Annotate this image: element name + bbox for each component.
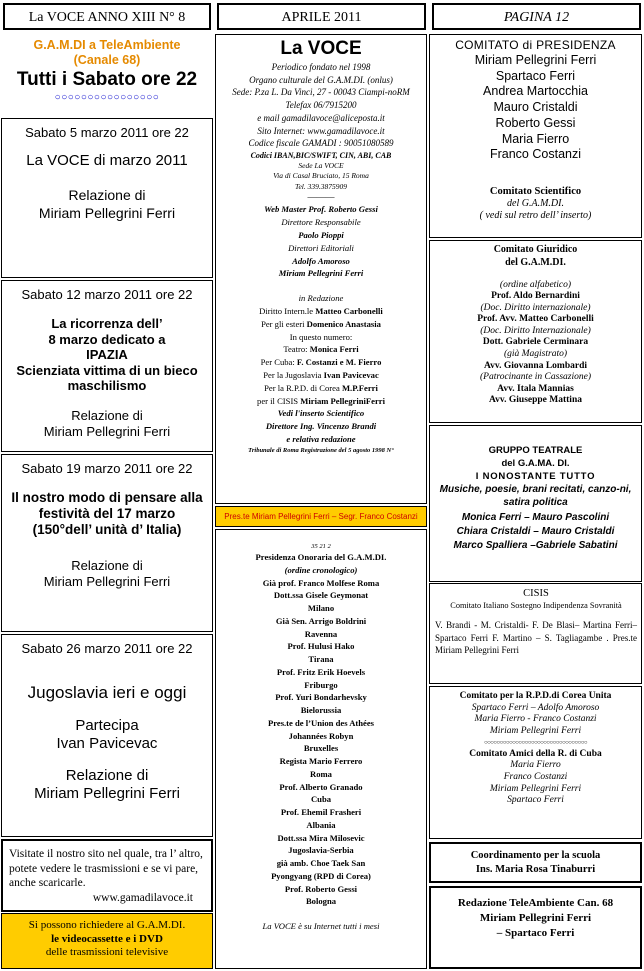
event-speaker: Miriam Pellegrini Ferri [43, 423, 171, 439]
scientifico-title: Comitato Scientifico [489, 185, 582, 197]
header-page [432, 3, 641, 30]
masthead [215, 34, 427, 504]
event-title-line: Scienziata vittima di un bieco [16, 362, 198, 378]
tv-channel-line: G.A.M.DI a TeleAmbiente [33, 38, 181, 52]
scuola-name: Ins. Maria Rosa Tinaburri [475, 864, 596, 875]
honorary-presidency [215, 529, 427, 969]
masthead-website[interactable]: Sito Internet: www.gamadilavoce.it [257, 125, 385, 136]
gruppo-teatrale [429, 425, 642, 582]
event-title [2, 316, 212, 394]
presidenza-member: Miriam Pellegrini Ferri [474, 53, 597, 67]
event-title-line: festività del 17 marzo [38, 506, 176, 521]
redazione-row: In questo numero: [289, 331, 353, 342]
event-title: La VOCE di marzo 2011 [26, 152, 188, 169]
event-speaker: Miriam Pellegrini Ferri [43, 574, 171, 589]
event-relazione-label: Relazione di [71, 407, 143, 423]
header-issue [3, 3, 211, 30]
event-date: Sabato 12 marzo 2011 ore 22 [21, 287, 193, 302]
direttore-ed: Miriam Pellegrini Ferri [278, 268, 364, 279]
event-speaker: Miriam Pellegrini Ferri [34, 785, 180, 802]
giuridico-member: Avv. Giuseppe Mattina [489, 395, 582, 406]
giuridico-title: Comitato Giuridico [493, 244, 578, 255]
redazione-label: in Redazione [298, 293, 344, 304]
event-title-line: Il nostro modo di pensare alla [11, 490, 203, 505]
honorary-city: Bielorussia [300, 705, 342, 715]
redazione-teleambiente [429, 886, 642, 969]
event-card-4 [1, 634, 213, 837]
request-items: le videocassette e i DVD [51, 932, 163, 945]
giuridico-role: (Doc. Diritto Internazionale) [480, 325, 591, 336]
presidency-bar [215, 506, 427, 527]
event-title-line: maschilismo [67, 378, 147, 393]
direttore-resp-label: Direttore Responsabile [281, 217, 361, 228]
dots-separator: ○○○○○○○○○○○○○○○○ [54, 92, 160, 103]
teatro-members: Monica Ferri – Mauro Pascolini [461, 512, 610, 523]
masthead-email[interactable]: e mail gamadilavoce@aliceposta.it [257, 112, 385, 123]
corea-member: Spartaco Ferri – Adolfo Amoroso [471, 702, 600, 713]
teatro-name: I NONOSTANTE TUTTO [475, 471, 596, 482]
masthead-phone: Telefax 06/7915200 [285, 100, 357, 111]
masthead-codice-fiscale: Codice fiscale GAMADI : 90051080589 [248, 138, 394, 149]
redazione-tv-member: Miriam Pellegrini Ferri [479, 912, 592, 924]
honorary-member: Dott.ssa Gisele Geymonat [273, 590, 369, 601]
direttori-ed-label: Direttori Editoriali [288, 242, 354, 253]
honorary-ref: 35 21 2 [311, 543, 331, 550]
redazione-tv-member: – Spartaco Ferri [496, 927, 575, 939]
event-title-line: (150°dell’ unità d’ Italia) [32, 522, 182, 537]
event-date: Sabato 26 marzo 2011 ore 22 [21, 641, 193, 656]
redazione-tv-title: Redazione TeleAmbiente Can. 68 [457, 897, 614, 909]
page-label: PAGINA 12 [503, 10, 570, 25]
tv-channel-number: (Canale 68) [73, 53, 141, 67]
event-guest: Ivan Pavicevac [56, 735, 158, 752]
giuridico-member: Avv. Itala Mannias [497, 383, 574, 394]
separator: ——— [307, 192, 335, 203]
event-relazione-label: Relazione di [71, 558, 143, 573]
event-card-2 [1, 280, 213, 452]
sede-phone: Tel. 339.3875909 [294, 181, 348, 191]
comitato-giuridico [429, 240, 642, 423]
event-partecipa-label: Partecipa [75, 717, 139, 734]
direttore-ed: Adolfo Amoroso [292, 255, 350, 266]
comitato-corea [429, 686, 642, 839]
giuridico-title: del G.A.M.DI. [505, 256, 566, 268]
masthead-codici: Codici IBAN,BIC/SWIFT, CIN, ABI, CAB [250, 150, 392, 160]
presidenza-member: Andrea Martocchia [483, 84, 588, 99]
corea-member: Miriam Pellegrini Ferri [489, 725, 582, 736]
issue-label: La VOCE ANNO XIII N° 8 [28, 10, 186, 25]
redazione-row: Per Cuba: F. Costanzi e M. Fierro [260, 357, 382, 368]
honorary-city: Albania [306, 819, 336, 830]
event-card-1 [1, 118, 213, 278]
honorary-member: Già Sen. Arrigo Boldrini [275, 615, 367, 626]
honorary-member: Prof. Hulusi Hako [287, 641, 355, 652]
scuola-title: Coordinamento per la scuola [470, 850, 601, 861]
event-title [2, 490, 212, 538]
tv-schedule-block [3, 34, 211, 118]
honorary-city: Milano [307, 603, 335, 613]
giuridico-member: Dott. Gabriele Cerminara [482, 337, 589, 348]
inserto-note: Vedi l'inserto Scientifico [277, 408, 365, 419]
honorary-member: Prof. Yuri Bondarhevsky [275, 692, 367, 703]
honorary-city: Bologna [305, 896, 337, 907]
teatro-desc: Musiche, poesie, brani recitati, canzo-ni, satira politica [439, 484, 632, 508]
presidency-text: Pres.te Miriam Pellegrini Ferri – Segr. Franco Costanzi [224, 512, 418, 521]
honorary-member: Regista Mario Ferrero [279, 756, 363, 766]
cuba-member: Franco Costanzi [503, 771, 568, 782]
honorary-city: Bruxelles [303, 743, 339, 754]
giuridico-order: (ordine alfabetico) [499, 280, 572, 290]
event-relazione-label: Relazione di [65, 767, 149, 784]
visit-site-box [1, 839, 213, 912]
presidenza-member: Mauro Cristaldi [493, 100, 578, 115]
masthead-line: Organo culturale del G.A.M.DI. (onlus) [249, 74, 393, 85]
honorary-city: Tirana [308, 654, 334, 664]
direttore-resp: Paolo Pioppi [298, 230, 344, 241]
honorary-member: già amb. Choe Taek San [276, 858, 366, 868]
honorary-member: Già prof. Franco Molfese Roma [262, 577, 380, 588]
redazione-row: Per la Jugoslavia Ivan Pavicevac [263, 369, 379, 380]
masthead-line: Periodico fondato nel 1998 [271, 62, 371, 72]
scientifico-sub: ( vedi sul retro dell’ inserto) [479, 210, 592, 222]
honorary-member: Prof. Alberto Granado [279, 781, 363, 792]
honorary-member: Prof. Ehemil Frasheri [280, 807, 362, 817]
visit-text: Visitate il nostro sito nel quale, tra l’ altro, potete vedere le trasmissioni e se vi pare, anche scaricarle. [9, 848, 203, 889]
cisis-box [429, 583, 642, 684]
honorary-city: Jugoslavia-Serbia [288, 845, 354, 856]
cuba-member: Maria Fierro [510, 760, 561, 771]
giuridico-role: (Doc. Diritto internazionale) [480, 302, 591, 313]
presidenza-member: Franco Costanzi [489, 147, 581, 162]
giuridico-member: Prof. Aldo Bernardini [491, 291, 580, 301]
event-title: Jugoslavia ieri e oggi [27, 683, 187, 702]
request-line: Si possono richiedere al G.A.M.DI. [28, 919, 186, 931]
honorary-member: Prof. Roberto Gessi [284, 883, 358, 894]
event-relazione-label: Relazione di [68, 187, 146, 203]
presidenza-member: Maria Fierro [501, 131, 570, 146]
giuridico-member: Prof. Avv. Matteo Carbonelli [477, 314, 594, 325]
teatro-title: del G.A.MA. DI. [501, 458, 570, 469]
masthead-address: Sede: P.za L. Da Vinci, 27 - 00043 Ciampi-noRM [232, 87, 410, 98]
redazione-row: Per gli esteri Domenico Anastasia [261, 318, 381, 329]
coordinamento-scuola [429, 842, 642, 883]
honorary-member-name: Johannées Robyn [288, 730, 354, 741]
giuridico-role: (Patrocinante in Cassazione) [480, 372, 591, 383]
sede-address: Via di Casal Bruciato, 15 Roma [273, 171, 369, 181]
relazione-redazione: e relativa redazione [286, 433, 356, 444]
event-card-3 [1, 454, 213, 632]
request-line: delle trasmissioni televisive [45, 946, 169, 958]
event-title-line: IPAZIA [86, 347, 128, 362]
cisis-title: CISIS [523, 588, 549, 599]
honorary-member: Prof. Fritz Erik Hoevels [276, 666, 366, 677]
honorary-city: Cuba [310, 794, 332, 805]
honorary-member: Dott.ssa Mira Milosevic [277, 832, 365, 843]
header-date [217, 3, 426, 30]
masthead-title: La VOCE [280, 38, 362, 59]
redazione-row: Diritto Intern.le Matteo Carbonelli [259, 306, 383, 316]
honorary-city: Friburgo [304, 679, 338, 690]
corea-member: Maria Fierro - Franco Costanzi [474, 714, 597, 725]
site-link[interactable]: www.gamadilavoce.it [92, 891, 193, 904]
presidenza-member: Spartaco Ferri [495, 68, 576, 83]
honorary-city: Pyongyang (RPD di Corea) [271, 870, 371, 881]
webmaster: Web Master Prof. Roberto Gessi [264, 204, 378, 215]
scientifico-sub: del G.A.M.DI. [507, 197, 564, 209]
redazione-row: per il CISIS Miriam PellegriniFerri [257, 395, 385, 406]
cuba-member: Miriam Pellegrini Ferri [489, 783, 582, 794]
giuridico-member: Avv. Giovanna Lombardi [483, 360, 588, 371]
dots-separator: ○○○○○○○○○○○○○○○○○○○○○○○○○○○○○○○○○ [483, 739, 588, 746]
teatro-members: Marco Spalliera –Gabriele Sabatini [453, 540, 618, 551]
presidenza-title: COMITATO di PRESIDENZA [455, 38, 616, 52]
event-title-line: La ricorrenza dell’ [51, 316, 163, 331]
event-date: Sabato 5 marzo 2011 ore 22 [25, 125, 189, 140]
request-dvd-box [1, 913, 213, 969]
redazione-row: Per la R.P.D. di Corea M.P.Ferri [264, 382, 378, 393]
cuba-member: Spartaco Ferri [507, 795, 564, 806]
teatro-members: Chiara Cristaldi – Mauro Cristaldi [456, 526, 615, 537]
sede-label: Sede La VOCE [298, 160, 344, 170]
honorary-footer: La VOCE è su Internet tutti i mesi [262, 921, 380, 931]
presidenza-member: Roberto Gessi [495, 115, 576, 130]
cisis-members: V. Brandi - M. Cristaldi- F. De Blasi– Martina Ferri– Spartaco Ferri F. Martino – S. Tagliagambe . Pres.te Miriam Pellegrini Ferri [435, 620, 637, 655]
honorary-member: Pres.te de l’Union des Athées [267, 717, 375, 728]
honorary-subtitle: (ordine cronologico) [284, 564, 358, 575]
corea-title: Comitato per la R.P.D.di Corea Unita [459, 691, 612, 701]
comitato-presidenza [429, 34, 642, 238]
event-speaker: Miriam Pellegrini Ferri [38, 205, 176, 221]
tv-schedule-title: Tutti i Sabato ore 22 [16, 69, 198, 90]
tribunale-registration: Tribunale di Roma Registrazione del 5 agosto 1998 N° [248, 446, 394, 454]
honorary-title: Presidenza Onoraria del G.A.M.DI. [255, 552, 387, 562]
cisis-subtitle: Comitato Italiano Sostegno Indipendenza Sovranità [450, 601, 622, 610]
honorary-city: Ravenna [304, 628, 338, 639]
teatro-title: GRUPPO TEATRALE [488, 445, 583, 456]
redazione-row: Teatro: Monica Ferri [283, 344, 359, 355]
giuridico-role: (già Magistrato) [503, 348, 568, 359]
honorary-city: Roma [310, 768, 332, 779]
event-date: Sabato 19 marzo 2011 ore 22 [21, 461, 193, 476]
direttore-ing: Direttore Ing. Vincenzo Brandi [265, 421, 377, 432]
event-title-line: 8 marzo dedicato a [48, 331, 166, 347]
date-label: APRILE 2011 [281, 10, 362, 25]
cuba-title: Comitato Amici della R. di Cuba [469, 748, 602, 759]
